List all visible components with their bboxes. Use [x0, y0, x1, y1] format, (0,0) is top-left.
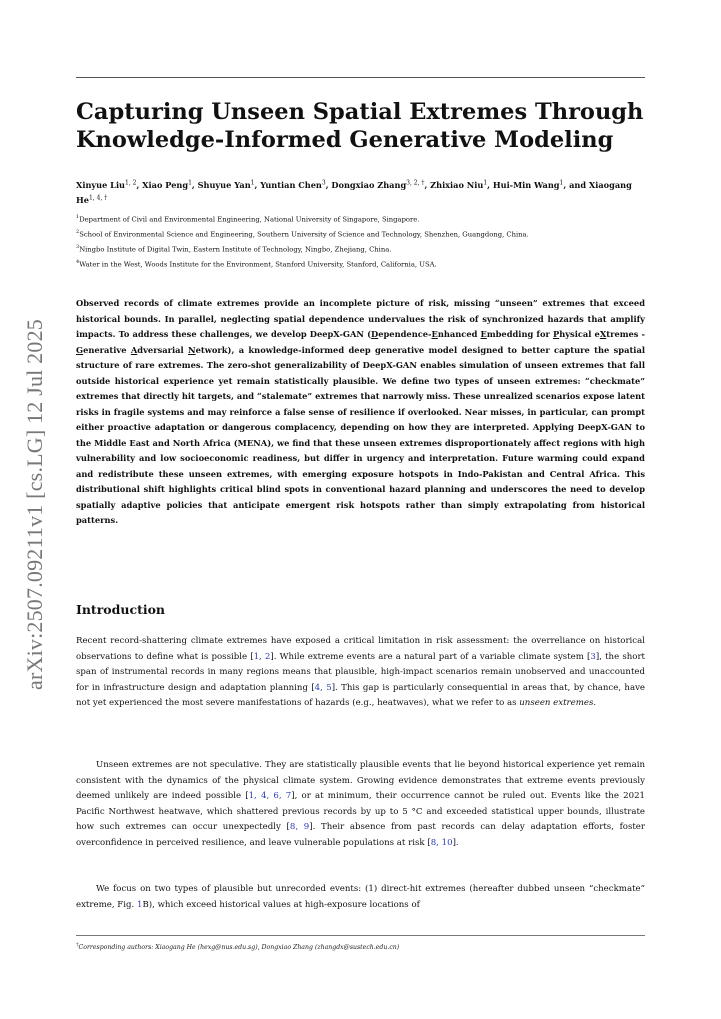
author-name: Xiao Peng — [142, 179, 189, 190]
text-run: ], or at minimum, their occurrence cannot be ruled out. Events like the 2021 Pacific Northwest heatwave, which shattered previous records by up to 5 °C and exceeded statistical upper bounds, illustrate how such extremes can occur unexpectedly [ — [76, 791, 645, 832]
acronym-letter: D — [371, 329, 379, 339]
text-run: ]. While extreme events are a natural part of a variable climate system [ — [270, 651, 591, 662]
acronym-rest: dversarial — [137, 344, 189, 355]
text-run: Unseen extremes are not speculative. They are statistically plausible events that lie beyond historical experience yet remain consistent with the dynamics of the physical climate system. Growing evidence demonstrates that extreme events previously deemed unlikely are indeed possible [ — [76, 760, 645, 801]
acronym-rest: enerative — [83, 344, 131, 355]
footnote-text: Corresponding authors: Xiaogang He (hexg@nus.edu.sg), Dongxiao Zhang (zhangdx@sustech.edu.cn) — [78, 944, 400, 952]
author-name: Xinyue Liu — [76, 179, 126, 190]
author-name: Zhixiao Niu — [430, 179, 484, 190]
intro-paragraph-2 — [76, 758, 645, 851]
affiliation — [76, 226, 645, 241]
text-run: ]. — [452, 837, 459, 848]
emphasis: unseen extremes — [519, 698, 594, 708]
acronym-letter: G — [76, 344, 84, 355]
text-run: B), which exceed historical values at high-exposure locations of — [142, 899, 420, 910]
author-separator: , — [487, 179, 493, 190]
affiliation-text: Department of Civil and Environmental Engineering, National University of Singapore, Singapore. — [79, 215, 420, 224]
citation-link[interactable]: 8, 10 — [430, 837, 453, 848]
affiliations — [76, 211, 645, 270]
author-affil-marker: 1 — [188, 179, 192, 186]
author-separator: , — [424, 179, 431, 190]
affiliation-marker: 1 — [76, 214, 80, 220]
author-separator: , — [136, 179, 143, 190]
author — [493, 180, 566, 190]
figure-link[interactable]: 1 — [136, 899, 143, 910]
citation-link[interactable]: 1, 4, 6, 7 — [248, 791, 292, 801]
affiliation — [76, 256, 645, 271]
section-heading-introduction: Introduction — [76, 602, 166, 617]
acronym-letter: X — [599, 329, 607, 339]
author-separator: , — [254, 179, 261, 190]
affiliation-marker: 3 — [76, 243, 80, 250]
author-name: Yuntian Chen — [260, 179, 322, 190]
acronym-letter: A — [130, 344, 138, 355]
author-name: Hui-Min Wang — [492, 179, 560, 190]
author-affil-marker: 1 — [559, 179, 564, 186]
author — [260, 180, 331, 190]
author-separator: , — [325, 179, 332, 190]
intro-paragraph-3 — [76, 882, 645, 913]
text-run: ], the short span of instrumental records in many regions means that plausible, high-impact scenarios remain unobserved and unaccounted for in infrastructure design and adaptation planning [ — [76, 651, 646, 693]
author-name: and Xiaogang He — [76, 179, 632, 206]
author — [142, 180, 197, 190]
footnote — [76, 942, 645, 951]
abstract-part-1: Observed records of climate extremes provide an incomplete picture of risk, missing “unseen” extremes that exceed historical bounds. In parallel, neglecting spatial dependence undervalues the risk of synchronized hazards that amplify impacts. To address these challenges, we develop DeepX-GAN ( — [76, 298, 645, 339]
text-run: ]. Their absence from past records can delay adaptation efforts, foster overconfidence in perceived resilience, and leave vulnerable populations at risk [ — [76, 822, 645, 848]
paper-title: Capturing Unseen Spatial Extremes Through Knowledge-Informed Generative Modeling — [76, 99, 644, 153]
affiliation-marker: 4 — [76, 258, 80, 265]
arxiv-identifier: arXiv:2507.09211v1 [cs.LG] 12 Jul 2025 — [22, 319, 47, 690]
author — [198, 180, 261, 190]
author — [331, 180, 430, 190]
acronym-letter: N — [188, 344, 196, 355]
author-list — [76, 176, 645, 207]
acronym-rest: ependence- — [378, 329, 432, 339]
author-separator: , — [563, 179, 567, 190]
citation-link[interactable]: 4, 5 — [314, 682, 332, 693]
affiliation-text: Water in the West, Woods Institute for the Environment, Stanford University, Stanford, California, USA. — [79, 259, 437, 268]
top-rule — [76, 77, 645, 78]
author-separator: , — [191, 179, 198, 190]
affiliation — [76, 241, 645, 256]
text-run: ]. This gap is particularly consequential in areas that, by chance, have not yet experienced the most severe manifestations of hazards (e.g., heatwaves), what we refer to as — [76, 682, 646, 708]
author-name: Dongxiao Zhang — [331, 179, 407, 190]
text-run: . — [593, 698, 597, 708]
intro-paragraph-1 — [76, 634, 645, 712]
acronym-letter: P — [552, 329, 560, 339]
acronym-rest: tremes - — [606, 329, 645, 339]
author — [76, 180, 142, 190]
abstract-part-2: ), a knowledge-informed deep generative model designed to better capture the spatial structure of rare extremes. The zero-shot generalizability of DeepX-GAN enables simulation of unseen extremes that fall outside historical experience yet remain statistically plausible. We define two types of unseen extremes: “checkmate” extremes that directly hit targets, and “stalemate” extremes that narrowly miss. These unrealized scenarios expose latent risks in fragile systems and may reinforce a false sense of resilience if overlooked. Near misses, in particular, can prompt either proactive adaptation or dangerous complacency, depending on how they are interpreted. Applying DeepX-GAN to the Middle East and North Africa (MENA), we find that these unseen extremes disproportionately affect regions with high vulnerability and low socioeconomic readiness, but differ in urgency and interpretation. Future warming could expand and redistribute these unseen extremes, with emerging exposure hotspots in Indo-Pakistan and Central Africa. This distributional shift highlights critical blind spots in conventional hazard planning and underscores the need to develop spatially adaptive policies that anticipate emergent risk hotspots rather than simply extrapolating from historical patterns. — [76, 344, 645, 525]
acronym-letter: E — [480, 329, 487, 339]
affiliation-text: Ningbo Institute of Digital Twin, Eastern Institute of Technology, Ningbo, Zhejiang, China. — [79, 244, 392, 253]
author-affil-marker: 1, 4, † — [88, 194, 108, 202]
footnote-rule — [76, 935, 645, 936]
acronym-rest: mbedding for — [486, 329, 553, 339]
citation-link[interactable]: 3 — [590, 651, 596, 662]
affiliation — [76, 211, 645, 226]
affiliation-text: School of Environmental Science and Engineering, Southern University of Science and Technology, Shenzhen, Guangdong, China. — [79, 230, 529, 239]
citation-link[interactable]: 8, 9 — [289, 822, 310, 832]
author-affil-marker: 1 — [250, 179, 255, 186]
text-run: Recent record-shattering climate extremes have exposed a critical limitation in risk assessment: the overreliance on historical observations to define what is possible [ — [76, 636, 645, 662]
acronym-letter: E — [431, 329, 438, 339]
text-run: We focus on two types of plausible but unrecorded events: (1) direct-hit extremes (hereafter dubbed unseen “checkmate” extreme, Fig. — [76, 884, 645, 910]
author-affil-marker: 1, 2 — [125, 179, 137, 186]
footnote-marker: † — [76, 942, 79, 948]
author-affil-marker: 3 — [321, 179, 326, 186]
author-name: Shuyue Yan — [197, 179, 251, 190]
acronym-rest: nhanced — [437, 329, 481, 339]
abstract — [76, 296, 645, 529]
acronym-rest: hysical e — [559, 329, 600, 339]
author-affil-marker: 3, 2, † — [406, 179, 425, 186]
acronym-rest: etwork — [195, 344, 228, 355]
author-affil-marker: 1 — [483, 179, 488, 186]
affiliation-marker: 2 — [76, 228, 80, 235]
citation-link[interactable]: 1, 2 — [253, 651, 271, 662]
author — [430, 180, 493, 190]
